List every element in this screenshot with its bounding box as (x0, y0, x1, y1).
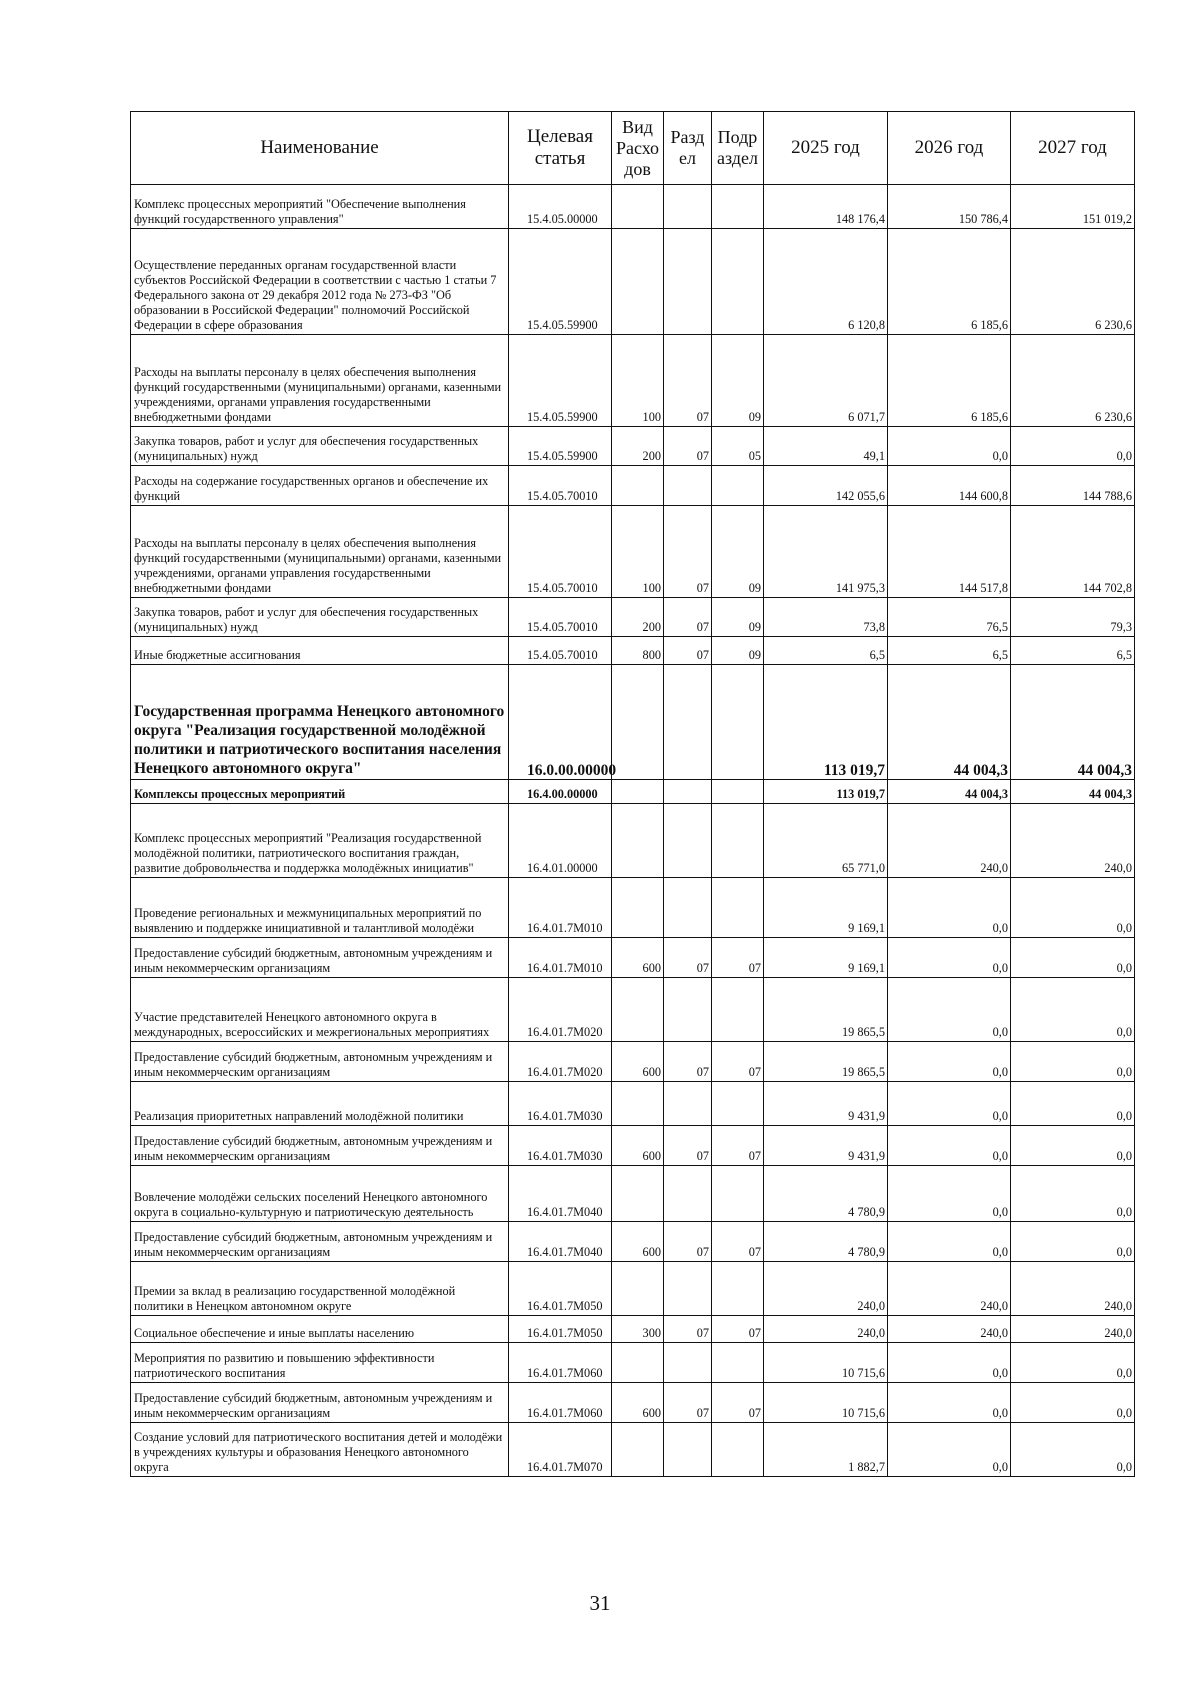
section-cell (664, 780, 712, 804)
table-row (131, 1383, 1135, 1423)
amount-2027-cell: 44 004,3 (1011, 780, 1135, 804)
target-article-cell: 16.4.01.7М040 (509, 1222, 612, 1262)
section-cell: 07 (664, 1042, 712, 1082)
amount-2026-cell: 0,0 (888, 1423, 1011, 1477)
expense-type-cell: 600 (612, 1042, 664, 1082)
table-row (131, 637, 1135, 665)
expense-type-cell: 100 (612, 335, 664, 427)
table-row (131, 335, 1135, 427)
header-2026: 2026 год (888, 112, 1011, 185)
header-target-article: Целевая статья (509, 112, 612, 185)
section-cell: 07 (664, 598, 712, 637)
subsection-cell: 09 (712, 637, 764, 665)
table-row (131, 978, 1135, 1042)
amount-2027-cell: 151 019,2 (1011, 185, 1135, 229)
header-name: Наименование (131, 112, 509, 185)
table-row (131, 1222, 1135, 1262)
expense-type-cell (612, 978, 664, 1042)
subsection-cell: 05 (712, 427, 764, 466)
amount-2025-cell: 19 865,5 (764, 1042, 888, 1082)
amount-2025-cell: 113 019,7 (764, 665, 888, 780)
target-article-cell: 16.4.00.00000 (509, 780, 612, 804)
amount-2026-cell: 6 185,6 (888, 229, 1011, 335)
amount-2025-cell: 19 865,5 (764, 978, 888, 1042)
amount-2025-cell: 9 169,1 (764, 878, 888, 938)
amount-2026-cell: 6,5 (888, 637, 1011, 665)
section-cell: 07 (664, 1316, 712, 1343)
section-cell (664, 1343, 712, 1383)
amount-2025-cell: 4 780,9 (764, 1166, 888, 1222)
section-cell (664, 978, 712, 1042)
section-cell: 07 (664, 335, 712, 427)
table-row (131, 665, 1135, 780)
amount-2026-cell: 44 004,3 (888, 665, 1011, 780)
header-section: Разд ел (664, 112, 712, 185)
subsection-cell: 07 (712, 938, 764, 978)
subsection-cell: 07 (712, 1042, 764, 1082)
expense-type-cell (612, 1262, 664, 1316)
row-name-cell: Расходы на выплаты персоналу в целях обеспечения выполнения функций государственными (муниципальными) органами, казенными учреждениями, органами управления государственными внебюджетными фондами (131, 335, 509, 427)
expense-type-cell (612, 1082, 664, 1126)
target-article-cell: 16.4.01.7М030 (509, 1082, 612, 1126)
subsection-cell: 07 (712, 1222, 764, 1262)
amount-2026-cell: 240,0 (888, 1262, 1011, 1316)
section-cell (664, 804, 712, 878)
table-row (131, 598, 1135, 637)
section-cell: 07 (664, 506, 712, 598)
amount-2027-cell: 0,0 (1011, 978, 1135, 1042)
amount-2027-cell: 144 788,6 (1011, 466, 1135, 506)
amount-2027-cell: 6 230,6 (1011, 335, 1135, 427)
amount-2027-cell: 0,0 (1011, 1082, 1135, 1126)
row-name-cell: Создание условий для патриотического воспитания детей и молодёжи в учреждениях культуры и образования Ненецкого автономного округа (131, 1423, 509, 1477)
target-article-cell: 15.4.05.70010 (509, 598, 612, 637)
table-row (131, 1042, 1135, 1082)
row-name-cell: Предоставление субсидий бюджетным, автономным учреждениям и иным некоммерческим организациям (131, 1222, 509, 1262)
amount-2026-cell: 0,0 (888, 878, 1011, 938)
target-article-cell: 15.4.05.59900 (509, 229, 612, 335)
amount-2027-cell: 0,0 (1011, 878, 1135, 938)
amount-2027-cell: 240,0 (1011, 1262, 1135, 1316)
section-cell (664, 1262, 712, 1316)
expense-type-cell (612, 466, 664, 506)
amount-2027-cell: 0,0 (1011, 1343, 1135, 1383)
section-cell: 07 (664, 427, 712, 466)
amount-2026-cell: 0,0 (888, 1383, 1011, 1423)
row-name-cell: Предоставление субсидий бюджетным, автономным учреждениям и иным некоммерческим организациям (131, 1126, 509, 1166)
table-row (131, 878, 1135, 938)
amount-2026-cell: 150 786,4 (888, 185, 1011, 229)
subsection-cell: 07 (712, 1383, 764, 1423)
amount-2025-cell: 148 176,4 (764, 185, 888, 229)
expense-type-cell: 200 (612, 598, 664, 637)
target-article-cell: 16.4.01.7М020 (509, 978, 612, 1042)
row-name-cell: Закупка товаров, работ и услуг для обеспечения государственных (муниципальных) нужд (131, 427, 509, 466)
amount-2025-cell: 1 882,7 (764, 1423, 888, 1477)
table-row (131, 1423, 1135, 1477)
amount-2025-cell: 6,5 (764, 637, 888, 665)
target-article-cell: 16.4.01.7М010 (509, 878, 612, 938)
subsection-cell: 09 (712, 506, 764, 598)
amount-2027-cell: 44 004,3 (1011, 665, 1135, 780)
section-cell: 07 (664, 1126, 712, 1166)
amount-2027-cell: 6,5 (1011, 637, 1135, 665)
subsection-cell (712, 978, 764, 1042)
amount-2025-cell: 49,1 (764, 427, 888, 466)
amount-2027-cell: 0,0 (1011, 1222, 1135, 1262)
amount-2027-cell: 240,0 (1011, 1316, 1135, 1343)
table-row (131, 1316, 1135, 1343)
target-article-cell: 16.4.01.7М010 (509, 938, 612, 978)
table-row (131, 1082, 1135, 1126)
target-article-cell: 16.4.01.7М050 (509, 1262, 612, 1316)
subsection-cell (712, 1423, 764, 1477)
table-row (131, 1126, 1135, 1166)
subsection-cell: 07 (712, 1316, 764, 1343)
target-article-cell: 16.4.01.00000 (509, 804, 612, 878)
expense-type-cell: 600 (612, 1383, 664, 1423)
section-cell (664, 1082, 712, 1126)
amount-2026-cell: 0,0 (888, 1042, 1011, 1082)
page-number: 31 (589, 1591, 611, 1615)
expense-type-cell (612, 185, 664, 229)
section-cell (664, 185, 712, 229)
header-2027: 2027 год (1011, 112, 1135, 185)
table-row (131, 780, 1135, 804)
subsection-cell (712, 185, 764, 229)
table-row (131, 506, 1135, 598)
header-expense-type: Вид Расхо дов (612, 112, 664, 185)
row-name-cell: Вовлечение молодёжи сельских поселений Ненецкого автономного округа в социально-культурную и патриотическую деятельность (131, 1166, 509, 1222)
amount-2026-cell: 144 600,8 (888, 466, 1011, 506)
table-row (131, 1262, 1135, 1316)
amount-2025-cell: 240,0 (764, 1262, 888, 1316)
target-article-cell: 15.4.05.70010 (509, 466, 612, 506)
table-row (131, 1166, 1135, 1222)
row-name-cell: Комплексы процессных мероприятий (131, 780, 509, 804)
amount-2026-cell: 240,0 (888, 804, 1011, 878)
table-row (131, 1343, 1135, 1383)
amount-2027-cell: 144 702,8 (1011, 506, 1135, 598)
subsection-cell (712, 780, 764, 804)
expense-type-cell: 300 (612, 1316, 664, 1343)
amount-2025-cell: 113 019,7 (764, 780, 888, 804)
table-row (131, 229, 1135, 335)
amount-2025-cell: 10 715,6 (764, 1343, 888, 1383)
expense-type-cell (612, 804, 664, 878)
amount-2027-cell: 240,0 (1011, 804, 1135, 878)
target-article-cell: 15.4.05.70010 (509, 637, 612, 665)
row-name-cell: Закупка товаров, работ и услуг для обеспечения государственных (муниципальных) нужд (131, 598, 509, 637)
expense-type-cell: 600 (612, 938, 664, 978)
amount-2026-cell: 0,0 (888, 1222, 1011, 1262)
amount-2025-cell: 141 975,3 (764, 506, 888, 598)
amount-2027-cell: 0,0 (1011, 1042, 1135, 1082)
header-subsection: Подр аздел (712, 112, 764, 185)
expense-type-cell (612, 1343, 664, 1383)
subsection-cell (712, 1343, 764, 1383)
target-article-cell: 15.4.05.59900 (509, 335, 612, 427)
table-row (131, 427, 1135, 466)
row-name-cell: Комплекс процессных мероприятий "Реализация государственной молодёжной политики, патриотического воспитания граждан, развитие добровольчества и поддержка молодёжных инициатив" (131, 804, 509, 878)
row-name-cell: Предоставление субсидий бюджетным, автономным учреждениям и иным некоммерческим организациям (131, 1042, 509, 1082)
expense-type-cell: 600 (612, 1126, 664, 1166)
subsection-cell (712, 665, 764, 780)
amount-2026-cell: 144 517,8 (888, 506, 1011, 598)
subsection-cell: 09 (712, 335, 764, 427)
amount-2025-cell: 240,0 (764, 1316, 888, 1343)
target-article-cell: 16.4.01.7М020 (509, 1042, 612, 1082)
row-name-cell: Социальное обеспечение и иные выплаты населению (131, 1316, 509, 1343)
section-cell (664, 878, 712, 938)
amount-2027-cell: 0,0 (1011, 1126, 1135, 1166)
row-name-cell: Государственная программа Ненецкого автономного округа "Реализация государственной молодёжной политики и патриотического воспитания населения Ненецкого автономного округа" (131, 665, 509, 780)
row-name-cell: Иные бюджетные ассигнования (131, 637, 509, 665)
amount-2025-cell: 4 780,9 (764, 1222, 888, 1262)
amount-2025-cell: 10 715,6 (764, 1383, 888, 1423)
amount-2027-cell: 79,3 (1011, 598, 1135, 637)
row-name-cell: Предоставление субсидий бюджетным, автономным учреждениям и иным некоммерческим организациям (131, 1383, 509, 1423)
amount-2025-cell: 9 169,1 (764, 938, 888, 978)
section-cell (664, 466, 712, 506)
subsection-cell: 09 (712, 598, 764, 637)
subsection-cell (712, 804, 764, 878)
amount-2025-cell: 9 431,9 (764, 1126, 888, 1166)
row-name-cell: Расходы на выплаты персоналу в целях обеспечения выполнения функций государственными (муниципальными) органами, казенными учреждениями, органами управления государственными внебюджетными фондами (131, 506, 509, 598)
expense-type-cell: 200 (612, 427, 664, 466)
row-name-cell: Комплекс процессных мероприятий "Обеспечение выполнения функций государственного управления" (131, 185, 509, 229)
subsection-cell (712, 1082, 764, 1126)
target-article-cell: 16.4.01.7М070 (509, 1423, 612, 1477)
amount-2027-cell: 0,0 (1011, 1423, 1135, 1477)
amount-2026-cell: 240,0 (888, 1316, 1011, 1343)
expense-type-cell (612, 1166, 664, 1222)
header-2025: 2025 год (764, 112, 888, 185)
amount-2027-cell: 0,0 (1011, 427, 1135, 466)
target-article-cell: 16.4.01.7М060 (509, 1343, 612, 1383)
row-name-cell: Расходы на содержание государственных органов и обеспечение их функций (131, 466, 509, 506)
header-row (131, 112, 1135, 185)
amount-2026-cell: 0,0 (888, 1126, 1011, 1166)
amount-2027-cell: 6 230,6 (1011, 229, 1135, 335)
amount-2026-cell: 0,0 (888, 938, 1011, 978)
table-row (131, 938, 1135, 978)
amount-2026-cell: 6 185,6 (888, 335, 1011, 427)
budget-table (130, 111, 1135, 1477)
section-cell (664, 665, 712, 780)
target-article-cell: 15.4.05.70010 (509, 506, 612, 598)
row-name-cell: Премии за вклад в реализацию государственной молодёжной политики в Ненецком автономном округе (131, 1262, 509, 1316)
expense-type-cell: 600 (612, 1222, 664, 1262)
amount-2026-cell: 0,0 (888, 1082, 1011, 1126)
amount-2025-cell: 65 771,0 (764, 804, 888, 878)
section-cell (664, 1166, 712, 1222)
expense-type-cell (612, 665, 664, 780)
expense-type-cell (612, 878, 664, 938)
amount-2026-cell: 0,0 (888, 1166, 1011, 1222)
amount-2026-cell: 0,0 (888, 978, 1011, 1042)
section-cell: 07 (664, 1222, 712, 1262)
section-cell: 07 (664, 1383, 712, 1423)
amount-2025-cell: 9 431,9 (764, 1082, 888, 1126)
subsection-cell (712, 229, 764, 335)
amount-2027-cell: 0,0 (1011, 1166, 1135, 1222)
amount-2025-cell: 6 120,8 (764, 229, 888, 335)
amount-2025-cell: 73,8 (764, 598, 888, 637)
row-name-cell: Предоставление субсидий бюджетным, автономным учреждениям и иным некоммерческим организациям (131, 938, 509, 978)
target-article-cell: 16.4.01.7М060 (509, 1383, 612, 1423)
table-body (131, 185, 1135, 1477)
table-row (131, 185, 1135, 229)
table-row (131, 804, 1135, 878)
row-name-cell: Осуществление переданных органам государственной власти субъектов Российской Федерации в соответствии с частью 1 статьи 7 Федерального закона от 29 декабря 2012 года № 273-ФЗ "Об образовании в Российской Федерации" полномочий Российской Федерации в сфере образования (131, 229, 509, 335)
section-cell (664, 229, 712, 335)
row-name-cell: Проведение региональных и межмуниципальных мероприятий по выявлению и поддержке инициативной и талантливой молодёжи (131, 878, 509, 938)
row-name-cell: Мероприятия по развитию и повышению эффективности патриотического воспитания (131, 1343, 509, 1383)
amount-2027-cell: 0,0 (1011, 938, 1135, 978)
target-article-cell: 16.4.01.7М050 (509, 1316, 612, 1343)
amount-2026-cell: 76,5 (888, 598, 1011, 637)
amount-2026-cell: 0,0 (888, 1343, 1011, 1383)
expense-type-cell (612, 780, 664, 804)
target-article-cell: 16.4.01.7М040 (509, 1166, 612, 1222)
section-cell (664, 1423, 712, 1477)
amount-2027-cell: 0,0 (1011, 1383, 1135, 1423)
subsection-cell: 07 (712, 1126, 764, 1166)
row-name-cell: Участие представителей Ненецкого автономного округа в международных, всероссийских и межрегиональных мероприятиях (131, 978, 509, 1042)
row-name-cell: Реализация приоритетных направлений молодёжной политики (131, 1082, 509, 1126)
expense-type-cell (612, 1423, 664, 1477)
expense-type-cell: 100 (612, 506, 664, 598)
subsection-cell (712, 1262, 764, 1316)
amount-2026-cell: 44 004,3 (888, 780, 1011, 804)
amount-2025-cell: 6 071,7 (764, 335, 888, 427)
subsection-cell (712, 1166, 764, 1222)
table-row (131, 466, 1135, 506)
subsection-cell (712, 878, 764, 938)
target-article-cell: 15.4.05.59900 (509, 427, 612, 466)
section-cell: 07 (664, 938, 712, 978)
section-cell: 07 (664, 637, 712, 665)
target-article-cell: 16.4.01.7М030 (509, 1126, 612, 1166)
amount-2025-cell: 142 055,6 (764, 466, 888, 506)
target-article-cell: 16.0.00.00000 (509, 665, 612, 780)
target-article-cell: 15.4.05.00000 (509, 185, 612, 229)
expense-type-cell: 800 (612, 637, 664, 665)
expense-type-cell (612, 229, 664, 335)
subsection-cell (712, 466, 764, 506)
amount-2026-cell: 0,0 (888, 427, 1011, 466)
